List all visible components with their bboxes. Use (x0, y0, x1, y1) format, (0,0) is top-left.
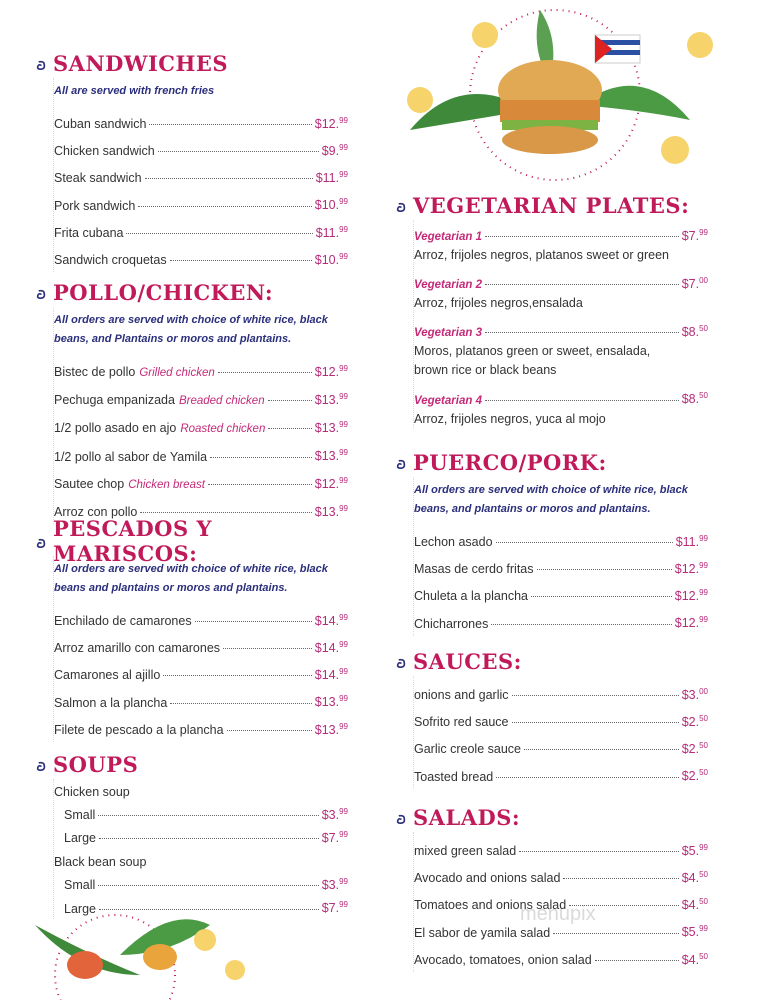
menu-item (414, 917, 708, 944)
section-subtitle: All orders are served with choice of white rice, black beans, and Plantains or moros and plantains. (54, 314, 328, 345)
section-pescados (36, 516, 348, 742)
section-title: POLLO/CHICKEN: (53, 279, 274, 305)
price-main: $8. (681, 392, 700, 407)
watermark: menupix (520, 903, 596, 925)
price-main: $13. (314, 421, 340, 436)
price-cents: 00 (699, 687, 708, 696)
maraca-bullet-icon (36, 58, 47, 69)
dotted-leader (218, 372, 312, 373)
section-subtitle: All are served with french fries (54, 85, 215, 97)
menu-item (54, 413, 348, 441)
section-body (413, 220, 708, 429)
section-pollo (36, 279, 348, 524)
menu-item (414, 581, 708, 608)
price-cents: 99 (339, 667, 348, 677)
item-name: 1/2 pollo asado en ajo (54, 421, 177, 436)
size-name: Small (64, 878, 96, 893)
item-name: Masas de cerdo fritas (414, 562, 534, 577)
price (315, 469, 348, 496)
price (315, 633, 348, 660)
price-cents: 99 (339, 900, 348, 910)
item-name: Arroz amarillo con camarones (54, 641, 221, 656)
item-name: Pechuga empanizada (54, 393, 175, 408)
maraca-bullet-icon (396, 200, 407, 211)
dotted-leader (491, 624, 671, 625)
menu-item (54, 357, 348, 385)
menu-item (414, 224, 708, 246)
price (322, 802, 348, 825)
dotted-leader (524, 749, 679, 750)
menu-item (54, 109, 348, 136)
price-cents: 50 (699, 741, 708, 751)
price-cents: 99 (339, 613, 348, 622)
item-description: Arroz, frijoles negros, platanos sweet or green (414, 248, 669, 263)
price (315, 385, 348, 412)
maraca-bullet-icon (36, 287, 47, 298)
section-header (36, 516, 348, 566)
menu-item (414, 707, 708, 734)
price (675, 581, 708, 608)
dotted-leader (537, 569, 672, 570)
price-cents: 99 (339, 251, 348, 261)
dotted-leader (531, 596, 672, 597)
price-cents: 99 (339, 877, 348, 887)
menu-item (414, 320, 708, 342)
item-name: Vegetarian 1 (414, 231, 482, 244)
dotted-leader (512, 695, 679, 696)
item-note: Chicken breast (128, 478, 205, 491)
item-name: Chicharrones (414, 616, 489, 631)
section-sauces (396, 648, 708, 789)
dotted-leader (595, 960, 679, 961)
section-body (53, 779, 348, 919)
menu-item (414, 527, 708, 554)
dotted-leader (227, 730, 312, 731)
price-cents: 50 (699, 870, 708, 880)
price (315, 715, 348, 742)
section-body (413, 832, 708, 972)
section-title: SOUPS (53, 751, 139, 777)
item-name: Sautee chop (54, 476, 125, 491)
section-salads (396, 804, 708, 972)
menu-item (54, 163, 348, 190)
menu-item (54, 218, 348, 245)
section-header (36, 751, 348, 777)
item-name: Camarones al ajillo (54, 668, 161, 683)
price-main: $12. (314, 476, 340, 491)
price (675, 608, 708, 635)
item-name: Sofrito red sauce (414, 715, 509, 730)
section-header (36, 279, 348, 305)
price-main: $2. (681, 769, 700, 784)
menu-item (414, 863, 708, 890)
size-name: Small (64, 808, 96, 823)
price-cents: 99 (699, 588, 708, 598)
soup-size-item (54, 872, 348, 895)
item-name: Avocado, tomatoes, onion salad (414, 952, 592, 967)
price-cents: 99 (339, 420, 348, 430)
dotted-leader (99, 838, 319, 839)
price-main: $14. (314, 641, 340, 656)
menu-item (414, 734, 708, 761)
price (315, 660, 348, 687)
menu-item (54, 715, 348, 742)
menu-item (54, 469, 348, 497)
price (322, 895, 348, 918)
price-cents: 50 (699, 324, 708, 334)
price (682, 224, 708, 245)
dotted-leader (519, 851, 679, 852)
price-cents: 99 (339, 807, 348, 816)
price-main: $4. (681, 871, 700, 886)
price (682, 890, 708, 917)
price-main: $7. (681, 229, 700, 244)
price-cents: 99 (339, 448, 348, 458)
price-main: $9. (321, 144, 340, 159)
dotted-leader (126, 233, 312, 234)
section-body (53, 556, 348, 742)
menu-item (54, 385, 348, 413)
maraca-bullet-icon (396, 457, 407, 468)
price-cents: 99 (339, 830, 348, 840)
section-header (396, 804, 708, 830)
dotted-leader (138, 206, 311, 207)
price-cents: 50 (699, 714, 708, 724)
price (316, 218, 348, 245)
item-name: Vegetarian 3 (414, 327, 482, 340)
item-name: Filete de pescado a la plancha (54, 722, 224, 737)
item-description: Moros, platanos green or sweet, ensalada, brown rice or black beans (414, 344, 651, 378)
dotted-leader (268, 428, 311, 429)
dotted-leader (98, 815, 318, 816)
price-cents: 50 (699, 897, 708, 907)
dotted-leader (553, 933, 679, 934)
burger-illustration (390, 0, 720, 185)
dotted-leader (145, 178, 313, 179)
maraca-bullet-icon (36, 759, 47, 770)
soup-size-item (54, 802, 348, 825)
section-content (397, 477, 708, 636)
price (682, 734, 708, 761)
price (682, 761, 708, 788)
menu-item (54, 245, 348, 272)
price-cents: 99 (339, 721, 348, 731)
dotted-leader (208, 484, 312, 485)
price-main: $12. (674, 589, 700, 604)
price (315, 245, 348, 272)
price (315, 606, 348, 633)
price-cents: 99 (339, 475, 348, 485)
price-cents: 99 (339, 640, 348, 650)
price-cents: 50 (699, 768, 708, 778)
dotted-leader (563, 878, 678, 879)
menu-item (414, 387, 708, 409)
price-main: $13. (314, 504, 340, 519)
dotted-leader (512, 722, 679, 723)
price-main: $14. (314, 614, 340, 629)
price-main: $11. (315, 225, 340, 240)
item-name: Garlic creole sauce (414, 742, 521, 757)
price-cents: 99 (699, 843, 708, 852)
price (315, 441, 348, 468)
dotted-leader (99, 909, 319, 910)
section-header (396, 449, 708, 475)
price (682, 387, 708, 408)
dotted-leader (170, 703, 311, 704)
section-vegetarian (396, 192, 708, 436)
section-sandwiches (36, 50, 348, 272)
price-main: $3. (681, 688, 700, 703)
section-puerco (396, 449, 708, 636)
item-name: Enchilado de camarones (54, 614, 192, 629)
menu-item (414, 836, 708, 863)
price-cents: 99 (339, 364, 348, 373)
dotted-leader (149, 124, 311, 125)
item-description: Arroz, frijoles negros,ensalada (414, 296, 583, 311)
menu-item (414, 945, 708, 972)
price (682, 836, 708, 863)
price-main: $5. (681, 925, 700, 940)
item-name: Avocado and onions salad (414, 871, 561, 886)
item-name: Pork sandwich (54, 198, 136, 213)
price (682, 863, 708, 890)
dotted-leader (210, 457, 312, 458)
price-main: $10. (314, 198, 340, 213)
price-main: $12. (674, 616, 700, 631)
price-main: $12. (314, 365, 340, 380)
item-name: mixed green salad (414, 844, 517, 859)
section-subtitle: All orders are served with choice of white rice, black beans and plantains or moros and plantains. (54, 563, 328, 594)
price-main: $13. (314, 393, 340, 408)
item-name: El sabor de yamila salad (414, 925, 551, 940)
item-description: Arroz, frijoles negros, yuca al mojo (414, 411, 606, 426)
menu-item (54, 687, 348, 714)
price (682, 272, 708, 293)
price-main: $2. (681, 742, 700, 757)
item-name: Frita cubana (54, 225, 124, 240)
item-name: Chicken sandwich (54, 144, 155, 159)
price-main: $4. (681, 898, 700, 913)
dotted-leader (485, 284, 679, 285)
dotted-leader (268, 400, 312, 401)
item-name: Steak sandwich (54, 171, 142, 186)
maraca-bullet-icon (396, 656, 407, 667)
price-main: $7. (681, 277, 700, 292)
section-content (397, 832, 708, 972)
soup-size-item (54, 825, 348, 848)
price-main: $13. (314, 722, 340, 737)
price-cents: 99 (339, 503, 348, 513)
price (322, 825, 348, 848)
section-content (37, 556, 348, 742)
menu-item (414, 890, 708, 917)
dotted-leader (569, 905, 679, 906)
maraca-bullet-icon (36, 536, 47, 547)
menu-item (54, 633, 348, 660)
price-cents: 99 (339, 116, 348, 125)
dotted-leader (163, 675, 311, 676)
dotted-leader (170, 260, 312, 261)
section-body (413, 477, 708, 636)
price-main: $8. (681, 325, 700, 340)
section-body (53, 307, 348, 524)
menu-item (54, 136, 348, 163)
price-main: $7. (321, 901, 340, 916)
price (322, 136, 348, 163)
menu-item (414, 680, 708, 707)
dotted-leader (98, 885, 318, 886)
menu-item (54, 190, 348, 217)
dotted-leader (485, 236, 679, 237)
item-name: Toasted bread (414, 769, 494, 784)
price-main: $5. (681, 844, 700, 859)
item-name: Vegetarian 4 (414, 394, 482, 407)
price-main: $3. (321, 878, 340, 893)
price (315, 357, 348, 384)
price-cents: 99 (339, 170, 348, 180)
dotted-leader (485, 400, 679, 401)
menu-item (54, 441, 348, 468)
price-main: $7. (321, 831, 340, 846)
dotted-leader (158, 151, 319, 152)
maraca-bullet-icon (396, 812, 407, 823)
soup-group (54, 783, 348, 848)
section-body (413, 676, 708, 789)
price-cents: 99 (699, 615, 708, 625)
menu-item (414, 608, 708, 635)
price (682, 917, 708, 944)
size-name: Large (64, 901, 96, 916)
dotted-leader (140, 512, 311, 513)
price-cents: 99 (339, 197, 348, 207)
section-subtitle: All orders are served with choice of white rice, black beans, and plantains or moros and plantains. (414, 484, 688, 515)
price (322, 872, 348, 895)
section-content (37, 779, 348, 919)
soup-group (54, 853, 348, 918)
section-content (397, 220, 708, 429)
section-content (37, 78, 348, 272)
price (315, 687, 348, 714)
item-name: Bistec de pollo (54, 365, 136, 380)
section-title: PESCADOS Y MARISCOS: (53, 516, 212, 566)
price (682, 707, 708, 734)
price (315, 413, 348, 440)
dotted-leader (496, 777, 678, 778)
dotted-leader (496, 542, 673, 543)
price (682, 945, 708, 972)
price (315, 190, 348, 217)
item-name: Sandwich croquetas (54, 252, 167, 267)
item-name: Vegetarian 2 (414, 279, 482, 292)
item-note: Grilled chicken (139, 367, 215, 380)
section-title: SALADS: (413, 804, 521, 830)
price-cents: 00 (699, 276, 708, 286)
item-name: Lechon asado (414, 535, 493, 550)
price-cents: 50 (699, 951, 708, 961)
section-title: SAUCES: (413, 648, 522, 674)
item-name: Tomatoes and onions salad (414, 898, 567, 913)
size-name: Large (64, 831, 96, 846)
price-cents: 99 (339, 143, 348, 153)
section-content (37, 307, 348, 524)
price-main: $14. (314, 668, 340, 683)
menu-item (54, 660, 348, 687)
menu-item (414, 272, 708, 294)
item-name: Arroz con pollo (54, 504, 138, 519)
item-name: Salmon a la plancha (54, 695, 168, 710)
price-main: $3. (321, 808, 340, 823)
price-main: $11. (675, 535, 700, 550)
menu-item (414, 761, 708, 788)
price-cents: 99 (339, 392, 348, 402)
dotted-leader (485, 332, 679, 333)
dotted-leader (223, 648, 312, 649)
price (676, 527, 708, 554)
section-title: PUERCO/PORK: (413, 449, 607, 475)
price (682, 680, 708, 707)
price-cents: 50 (699, 391, 708, 401)
menu-item (414, 554, 708, 581)
section-header (36, 50, 348, 76)
section-title: VEGETARIAN PLATES: (413, 192, 690, 218)
price-main: $10. (314, 252, 340, 267)
price-main: $13. (314, 449, 340, 464)
price (315, 109, 348, 136)
section-title: SANDWICHES (53, 50, 228, 76)
price-main: $12. (314, 117, 340, 132)
section-header (396, 192, 708, 218)
price-main: $4. (681, 952, 700, 967)
item-name: onions and garlic (414, 688, 509, 703)
price-main: $13. (314, 695, 340, 710)
price-main: $2. (681, 715, 700, 730)
price-cents: 99 (339, 224, 348, 234)
soup-name: Black bean soup (54, 855, 147, 870)
section-body (53, 78, 348, 272)
dotted-leader (195, 621, 312, 622)
price-cents: 99 (699, 228, 708, 237)
item-name: Cuban sandwich (54, 117, 147, 132)
price-cents: 99 (339, 694, 348, 704)
price-main: $12. (674, 562, 700, 577)
item-name: 1/2 pollo al sabor de Yamila (54, 449, 208, 464)
section-content (397, 676, 708, 789)
item-name: Chuleta a la plancha (414, 589, 528, 604)
soup-name: Chicken soup (54, 785, 130, 799)
menu-item (54, 606, 348, 633)
section-header (396, 648, 708, 674)
item-note: Breaded chicken (178, 395, 265, 408)
price (316, 163, 348, 190)
section-soups (36, 751, 348, 924)
price-cents: 99 (699, 534, 708, 543)
item-note: Roasted chicken (180, 423, 266, 436)
price (682, 320, 708, 341)
soup-size-item (54, 895, 348, 918)
price-cents: 99 (699, 924, 708, 934)
price-main: $11. (315, 171, 340, 186)
price (675, 554, 708, 581)
price-cents: 99 (699, 561, 708, 571)
